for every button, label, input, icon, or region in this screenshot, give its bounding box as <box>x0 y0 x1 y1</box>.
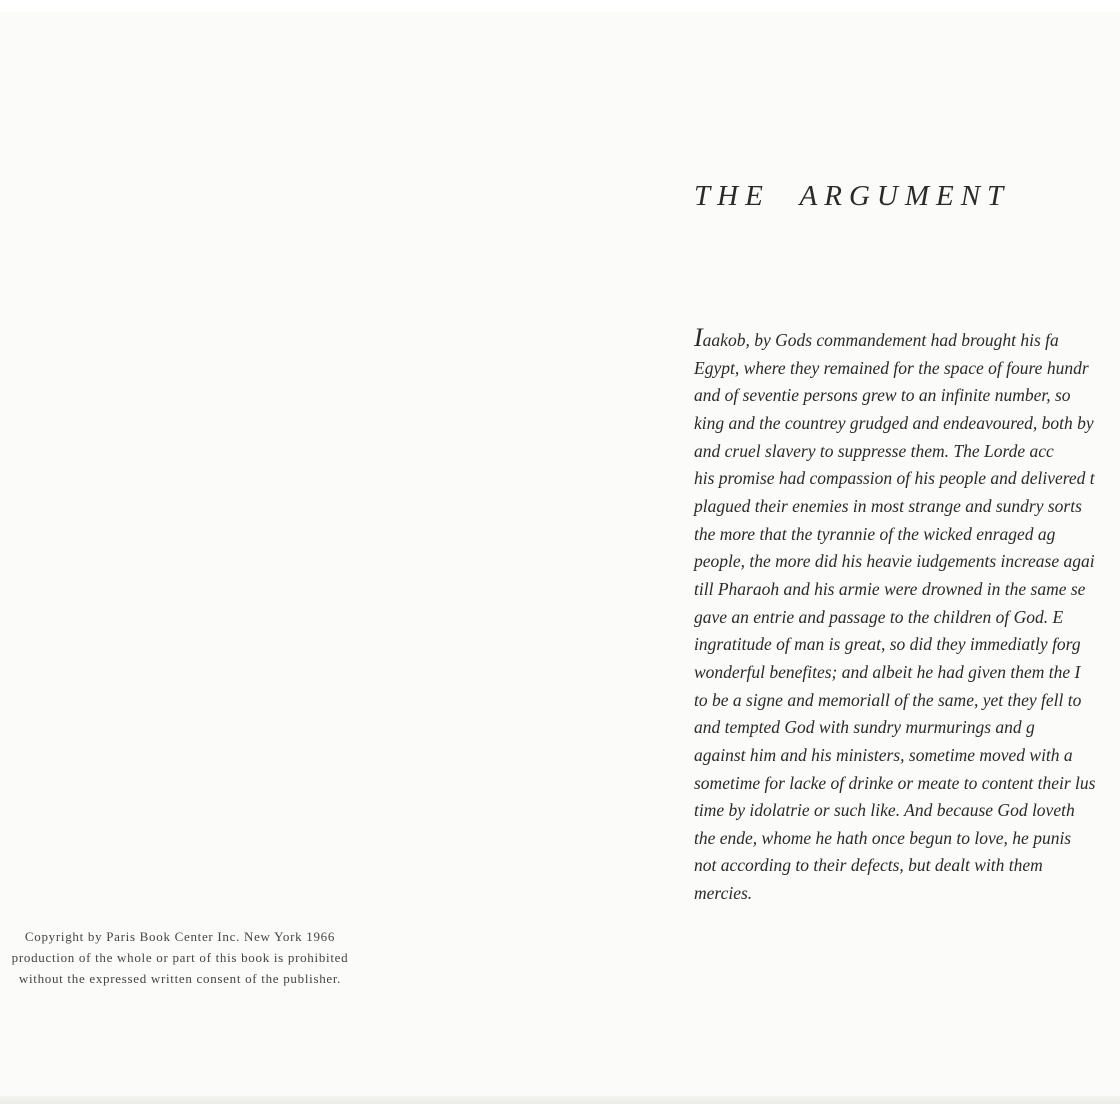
copyright-line: without the expressed written consent of the publisher. <box>18 971 342 986</box>
argument-line: and of seventie persons grew to an infinite number, so <box>694 385 1071 406</box>
argument-line-text: aakob, by Gods commandement had brought his fa <box>702 330 1059 350</box>
page-title: THE ARGUMENT <box>694 180 1011 212</box>
argument-line: and cruel slavery to suppresse them. The Lorde acc <box>694 440 1054 461</box>
copyright-line: production of the whole or part of this book is prohibited <box>11 950 349 965</box>
argument-line: his promise had compassion of his people and delivered t <box>694 468 1095 489</box>
argument-line: and tempted God with sundry murmurings and g <box>694 717 1035 738</box>
argument-text <box>694 324 1120 908</box>
argument-line: sometime for lacke of drinke or meate to content their lus <box>694 772 1096 793</box>
argument-line: not according to their defects, but dealt with them <box>694 855 1043 876</box>
argument-line: till Pharaoh and his armie were drowned in the same se <box>694 578 1086 599</box>
drop-cap: I <box>694 323 703 352</box>
argument-line: plagued their enemies in most strange and sundry sorts <box>694 495 1082 516</box>
argument-line: people, the more did his heavie iudgements increase agai <box>694 551 1095 572</box>
paper-edge <box>0 1096 1120 1104</box>
copyright-notice <box>0 926 360 989</box>
argument-line <box>694 324 1120 355</box>
argument-line: gave an entrie and passage to the children of God. E <box>694 606 1064 627</box>
argument-line: the ende, whome he hath once begun to love, he punis <box>694 827 1072 848</box>
copyright-line: Copyright by Paris Book Center Inc. New York 1966 <box>24 929 336 944</box>
argument-line: against him and his ministers, sometime moved with a <box>694 744 1073 765</box>
argument-line: wonderful benefites; and albeit he had given them the I <box>694 661 1081 682</box>
argument-line: king and the countrey grudged and endeavoured, both by <box>694 412 1094 433</box>
argument-line: time by idolatrie or such like. And because God loveth <box>694 800 1075 821</box>
argument-line: to be a signe and memoriall of the same, yet they fell to <box>694 689 1082 710</box>
argument-line: the more that the tyrannie of the wicked enraged ag <box>694 523 1056 544</box>
argument-line: Egypt, where they remained for the space of foure hundr <box>694 357 1089 378</box>
argument-line: mercies. <box>694 883 753 904</box>
argument-line: ingratitude of man is great, so did they immediatly forg <box>694 634 1081 655</box>
book-spread <box>0 12 1120 1104</box>
